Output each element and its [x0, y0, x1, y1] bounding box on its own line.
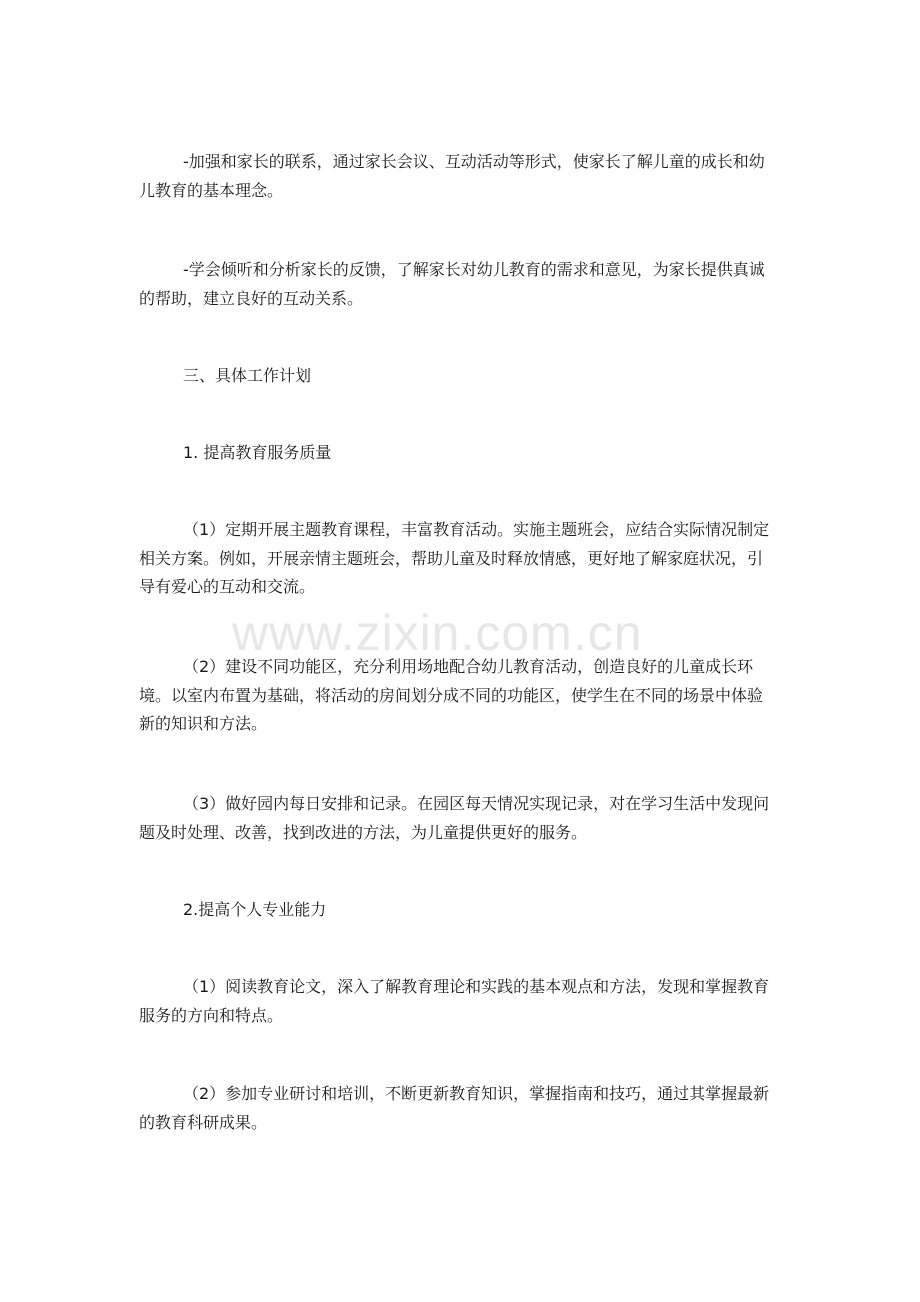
paragraph-theme-courses: （1）定期开展主题教育课程，丰富教育活动。实施主题班会，应结合实际情况制定相关方案。例如，开展亲情主题班会，帮助儿童及时释放情感，更好地了解家庭状况，引导有爱心的互动和交流。	[139, 520, 770, 596]
subheading-service-quality: 1. 提高教育服务质量	[183, 443, 332, 462]
paragraph-read-papers: （1）阅读教育论文，深入了解教育理论和实践的基本观点和方法，发现和掌握教育服务的方向和特点。	[139, 977, 770, 1025]
paragraph-function-areas: （2）建设不同功能区，充分利用场地配合幼儿教育活动，创造良好的儿童成长环境。以室内布置为基础，将活动的房间划分成不同的功能区，使学生在不同的场景中体验新的知识和方法。	[139, 657, 764, 733]
section-heading-work-plan: 三、具体工作计划	[183, 366, 312, 385]
paragraph-daily-records: （3）做好园内每日安排和记录。在园区每天情况实现记录，对在学习生活中发现问题及时处理、改善，找到改进的方法，为儿童提供更好的服务。	[139, 794, 770, 842]
watermark: www.zixin.com.cn	[232, 605, 643, 661]
subheading-professional-ability: 2.提高个人专业能力	[183, 900, 327, 919]
paragraph-parent-contact: -加强和家长的联系，通过家长会议、互动活动等形式，使家长了解儿童的成长和幼儿教育的基本理念。	[139, 152, 765, 200]
paragraph-parent-feedback: -学会倾听和分析家长的反馈，了解家长对幼儿教育的需求和意见，为家长提供真诚的帮助，建立良好的互动关系。	[139, 260, 765, 308]
paragraph-training: （2）参加专业研讨和培训，不断更新教育知识，掌握指南和技巧，通过其掌握最新的教育科研成果。	[139, 1084, 770, 1132]
